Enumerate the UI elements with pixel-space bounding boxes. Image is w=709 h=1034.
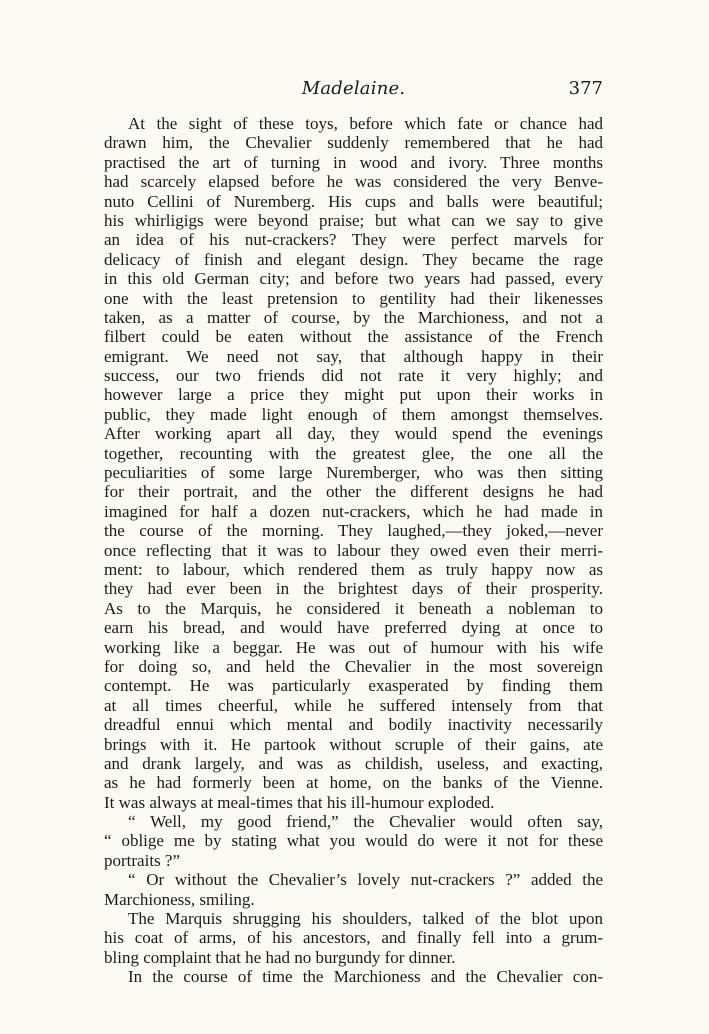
text-line: practised the art of turning in wood and ivory. Three months [104, 152, 603, 172]
text-line: his whirligigs were beyond praise; but what can we say to give [104, 210, 603, 230]
text-line: the course of the morning. They laughed,—they joked,—never [104, 521, 603, 541]
running-head [104, 78, 603, 104]
text-line: nuto Cellini of Nuremberg. His cups and balls were beautiful; [104, 191, 603, 211]
text-line: together, recounting with the greatest glee, the one all the [104, 443, 603, 463]
text-line: working like a beggar. He was out of humour with his wife [104, 637, 603, 657]
text-line: taken, as a matter of course, by the Marchioness, and not a [104, 307, 603, 327]
page-number: 377 [568, 78, 603, 99]
text-line: brings with it. He partook without scruple of their gains, ate [104, 734, 603, 754]
text-line: earn his bread, and would have preferred dying at once to [104, 618, 603, 638]
text-line: dreadful ennui which mental and bodily inactivity necessarily [104, 715, 603, 735]
text-line: in this old German city; and before two years had passed, every [104, 269, 603, 289]
text-line: however large a price they might put upon their works in [104, 385, 603, 405]
text-line: his coat of arms, of his ancestors, and finally fell into a grum- [104, 928, 603, 948]
text-line: as he had formerly been at home, on the banks of the Vienne. [104, 773, 603, 793]
text-line: bling complaint that he had no burgundy for dinner. [104, 947, 456, 967]
text-line: had scarcely elapsed before he was considered the very Benve- [104, 172, 603, 192]
text-line: public, they made light enough of them amongst themselves. [104, 404, 603, 424]
text-line: one with the least pretension to gentility had their likenesses [104, 288, 603, 308]
text-line: at all times cheerful, while he suffered intensely from that [104, 695, 603, 715]
text-line: and drank largely, and was as childish, useless, and exacting, [104, 753, 603, 773]
text-line: success, our two friends did not rate it very highly; and [104, 366, 603, 386]
text-line: “ Well, my good friend,” the Chevalier would often say, [128, 812, 603, 832]
text-line: delicacy of finish and elegant design. They became the rage [104, 249, 603, 269]
text-line: As to the Marquis, he considered it beneath a nobleman to [104, 598, 603, 618]
text-line: for their portrait, and the other the different designs he had [104, 482, 603, 502]
text-line: In the course of time the Marchioness and the Chevalier con- [128, 967, 603, 987]
text-line: for doing so, and held the Chevalier in the most sovereign [104, 656, 603, 676]
text-line: drawn him, the Chevalier suddenly remembered that he had [104, 133, 603, 153]
text-line: portraits ?” [104, 850, 180, 870]
text-line: filbert could be eaten without the assistance of the French [104, 327, 603, 347]
text-line: The Marquis shrugging his shoulders, talked of the blot upon [128, 909, 603, 929]
text-line: they had ever been in the brightest days of their prosperity. [104, 579, 603, 599]
text-line: “ oblige me by stating what you would do were it not for these [104, 831, 603, 851]
text-line: peculiarities of some large Nuremberger, who was then sitting [104, 463, 603, 483]
text-line: imagined for half a dozen nut-crackers, which he had made in [104, 501, 603, 521]
text-line: It was always at meal-times that his ill-humour exploded. [104, 792, 495, 812]
text-line: “ Or without the Chevalier’s lovely nut-crackers ?” added the [128, 870, 603, 890]
text-line: an idea of his nut-crackers? They were perfect marvels for [104, 230, 603, 250]
text-line: emigrant. We need not say, that although happy in their [104, 346, 603, 366]
text-line: ment: to labour, which rendered them as truly happy now as [104, 559, 603, 579]
text-line: At the sight of these toys, before which fate or chance had [128, 114, 603, 133]
running-title: Madelaine. [301, 78, 406, 99]
text-line: contempt. He was particularly exasperated by finding them [104, 676, 603, 696]
text-line: once reflecting that it was to labour they owed even their merri- [104, 540, 603, 560]
text-line: After working apart all day, they would spend the evenings [104, 424, 603, 444]
text-line: Marchioness, smiling. [104, 889, 255, 909]
body-text [104, 114, 603, 987]
